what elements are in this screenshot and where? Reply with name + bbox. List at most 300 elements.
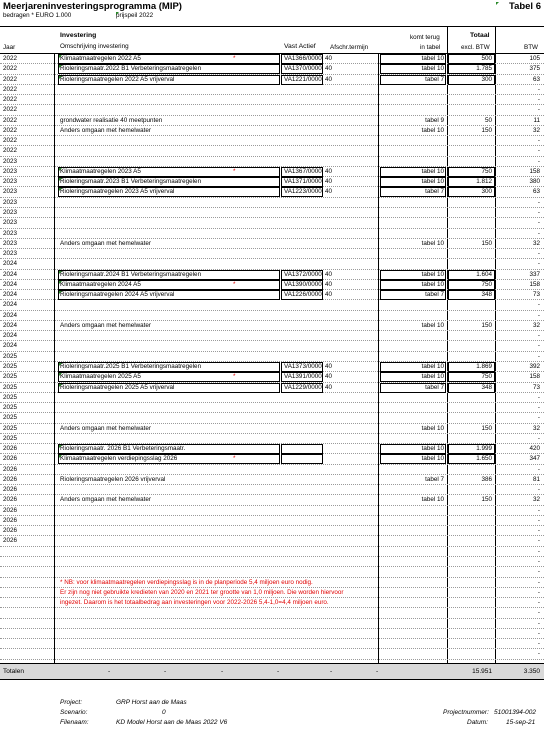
cell-border xyxy=(380,270,446,280)
table-row xyxy=(0,608,544,618)
table-row xyxy=(0,280,544,290)
footnote-asterisk: * xyxy=(233,455,236,463)
tabel-ref-cell: tabel 7 xyxy=(425,475,444,483)
cell-border xyxy=(448,177,495,187)
btw-cell: 337 xyxy=(529,270,540,278)
btw-cell: - xyxy=(537,558,540,566)
tabel-ref-cell: tabel 10 xyxy=(421,178,444,186)
table-row xyxy=(0,290,544,300)
cell-border xyxy=(281,280,323,290)
table-row xyxy=(0,567,544,577)
year-cell: 2026 xyxy=(3,537,18,545)
btw-cell: 347 xyxy=(529,455,540,463)
cell-border xyxy=(448,167,495,177)
tabel-ref-cell: tabel 7 xyxy=(425,75,444,83)
btw-cell: - xyxy=(537,516,540,524)
comment-marker-icon xyxy=(116,12,119,15)
table-row xyxy=(0,239,544,249)
description-cell: grondwater realisatie 40 meetpunten xyxy=(60,116,163,124)
tabel-ref-cell: tabel 10 xyxy=(421,362,444,370)
cell-border xyxy=(58,64,280,74)
btw-cell: - xyxy=(537,404,540,412)
footer-projnr-label: Projectnummer: xyxy=(443,709,489,716)
btw-cell: - xyxy=(537,219,540,227)
amount-cell: 348 xyxy=(481,383,492,391)
amount-cell: 1.812 xyxy=(476,178,492,186)
btw-cell: 420 xyxy=(529,445,540,453)
amount-cell: 1.785 xyxy=(476,65,492,73)
term-cell: 40 xyxy=(325,270,333,278)
tabel-ref-cell: tabel 10 xyxy=(421,373,444,381)
table-row xyxy=(0,454,544,464)
tabel-ref-cell: tabel 10 xyxy=(421,55,444,62)
table-row xyxy=(0,588,544,598)
table-header xyxy=(0,27,544,54)
amount-cell: 386 xyxy=(481,475,492,483)
btw-cell: - xyxy=(537,208,540,216)
year-cell: 2024 xyxy=(3,291,18,299)
year-cell: 2025 xyxy=(3,393,18,401)
term-cell: 40 xyxy=(325,383,333,391)
btw-cell: - xyxy=(537,198,540,206)
footer-file-label: Filenaam: xyxy=(60,719,89,726)
year-cell: 2026 xyxy=(3,506,18,514)
btw-cell: - xyxy=(537,342,540,350)
description-cell: ingezet. Daarom is het totaalbedrag aan investeringen voor 2022-2026 5,4-1,0=4,4 miljoen euro. xyxy=(60,599,329,607)
table-row xyxy=(0,557,544,567)
header-group-investering: Investering xyxy=(60,32,97,39)
price-level: prijspeil 2022 xyxy=(116,12,154,19)
tabel-ref-cell: tabel 9 xyxy=(425,116,444,124)
table-row xyxy=(0,362,544,372)
btw-cell: - xyxy=(537,465,540,473)
table-row xyxy=(0,105,544,115)
footnote-asterisk: * xyxy=(233,167,236,175)
header-btw: BTW xyxy=(524,44,538,51)
totals-amount: 15.951 xyxy=(472,668,492,675)
cell-border xyxy=(58,372,280,382)
asset-ref-cell: VA1391/0000 xyxy=(284,373,322,381)
year-cell: 2022 xyxy=(3,106,18,114)
table-row xyxy=(0,126,544,136)
asset-ref-cell: VA1226/0000 xyxy=(284,291,322,299)
year-cell: 2022 xyxy=(3,96,18,104)
footer-scenario-value: 0 xyxy=(162,709,166,716)
year-cell: 2026 xyxy=(3,516,18,524)
term-cell: 40 xyxy=(325,167,333,175)
comment-marker-icon xyxy=(59,65,62,68)
description-cell: Er zijn nog niet gebruikte kredieten van 2020 en 2021 ter grootte van 1,0 miljoen. Die worden hiervoor xyxy=(60,588,344,596)
btw-cell: 73 xyxy=(532,291,540,299)
tabel-ref-cell: tabel 10 xyxy=(421,321,444,329)
header-year: Jaar xyxy=(3,44,16,51)
year-cell: 2025 xyxy=(3,404,18,412)
table-row xyxy=(0,506,544,516)
cell-border xyxy=(448,383,495,393)
btw-cell: 392 xyxy=(529,362,540,370)
cell-border xyxy=(380,75,446,85)
investment-table xyxy=(0,26,544,680)
tabel-ref-cell: tabel 10 xyxy=(421,239,444,247)
year-cell: 2025 xyxy=(3,424,18,432)
btw-cell: - xyxy=(537,301,540,309)
tabel-ref-cell: tabel 10 xyxy=(421,496,444,504)
table-row xyxy=(0,229,544,239)
cell-border xyxy=(281,54,323,64)
totals-dash: - xyxy=(164,668,167,675)
header-description: Omschrijving investering xyxy=(60,43,129,50)
tabel-ref-cell: tabel 7 xyxy=(425,188,444,196)
btw-cell: - xyxy=(537,260,540,268)
description-cell: Anders omgaan met hemelwater xyxy=(60,496,152,504)
year-cell: 2026 xyxy=(3,486,18,494)
cell-border xyxy=(58,54,280,64)
tabel-ref-cell: tabel 7 xyxy=(425,383,444,391)
cell-border xyxy=(58,454,280,464)
year-cell: 2025 xyxy=(3,352,18,360)
btw-cell: 158 xyxy=(529,280,540,288)
year-cell: 2023 xyxy=(3,229,18,237)
description-cell: Anders omgaan met hemelwater xyxy=(60,424,152,432)
year-cell: 2024 xyxy=(3,301,18,309)
table-row xyxy=(0,157,544,167)
footnote-asterisk: * xyxy=(233,280,236,288)
cell-border xyxy=(281,372,323,382)
footer-date-label: Datum: xyxy=(467,719,488,726)
amount-cell: 1.650 xyxy=(476,455,492,463)
table-row xyxy=(0,475,544,485)
table-label: Tabel 6 xyxy=(508,1,541,12)
cell-border xyxy=(380,187,446,197)
amount-cell: 1.604 xyxy=(476,270,492,278)
table-row xyxy=(0,413,544,423)
year-cell: 2022 xyxy=(3,85,18,93)
btw-cell: - xyxy=(537,578,540,586)
cell-border xyxy=(380,372,446,382)
term-cell: 40 xyxy=(325,362,333,370)
btw-cell: 32 xyxy=(532,321,540,329)
description-cell: Anders omgaan met hemelwater xyxy=(60,126,152,134)
year-cell: 2023 xyxy=(3,167,18,175)
cell-border xyxy=(281,177,323,187)
year-cell: 2023 xyxy=(3,188,18,196)
tabel-ref-cell: tabel 10 xyxy=(421,445,444,453)
tabel-ref-cell: tabel 10 xyxy=(421,65,444,73)
cell-border xyxy=(380,444,446,454)
table-row xyxy=(0,259,544,269)
table-row xyxy=(0,208,544,218)
cell-border xyxy=(448,75,495,85)
table-row xyxy=(0,434,544,444)
tabel-ref-cell: tabel 10 xyxy=(421,167,444,175)
year-cell: 2022 xyxy=(3,116,18,124)
table-row xyxy=(0,372,544,382)
footer-date-value: 15-sep-21 xyxy=(506,719,536,726)
description-cell: Klimaatmaatregelen 2024 A5 xyxy=(60,280,141,288)
cell-border xyxy=(380,280,446,290)
btw-cell: - xyxy=(537,250,540,258)
comment-marker-icon xyxy=(59,363,62,366)
year-cell: 2023 xyxy=(3,250,18,258)
tabel-ref-cell: tabel 10 xyxy=(421,270,444,278)
term-cell: 40 xyxy=(325,55,333,62)
cell-border xyxy=(380,383,446,393)
cell-border xyxy=(58,270,280,280)
comment-marker-icon xyxy=(59,188,62,191)
cell-border xyxy=(281,167,323,177)
cell-border xyxy=(448,54,495,64)
cell-border xyxy=(380,64,446,74)
table-row xyxy=(0,75,544,85)
totals-dash: - xyxy=(376,668,379,675)
amount-cell: 500 xyxy=(481,55,492,62)
table-row xyxy=(0,95,544,105)
btw-cell: - xyxy=(537,106,540,114)
year-cell: 2026 xyxy=(3,445,18,453)
description-cell: Rioleringsmaatregelen 2026 vrijverval xyxy=(60,475,166,483)
table-row xyxy=(0,619,544,629)
cell-border xyxy=(448,64,495,74)
cell-border xyxy=(448,290,495,300)
table-row xyxy=(0,598,544,608)
table-row xyxy=(0,331,544,341)
footer-project-label: Project: xyxy=(60,699,83,706)
btw-cell: - xyxy=(537,137,540,145)
year-cell: 2022 xyxy=(3,65,18,73)
table-row xyxy=(0,495,544,505)
table-row xyxy=(0,383,544,393)
table-row xyxy=(0,352,544,362)
year-cell: 2025 xyxy=(3,362,18,370)
cell-border xyxy=(380,54,446,64)
term-cell: 40 xyxy=(325,280,333,288)
table-row xyxy=(0,116,544,126)
cell-border xyxy=(448,454,495,464)
amount-cell: 750 xyxy=(481,373,492,381)
year-cell: 2026 xyxy=(3,475,18,483)
footer-scenario-label: Scenario: xyxy=(60,709,88,716)
asset-ref-cell: VA1370/0000 xyxy=(284,65,322,73)
description-cell: Klimaatmaatregelen 2022 A5 xyxy=(60,55,141,62)
year-cell: 2024 xyxy=(3,270,18,278)
amount-cell: 750 xyxy=(481,167,492,175)
year-cell: 2025 xyxy=(3,373,18,381)
cell-border xyxy=(58,167,280,177)
cell-border xyxy=(281,383,323,393)
description-cell: Anders omgaan met hemelwater xyxy=(60,321,152,329)
amount-cell: 150 xyxy=(481,496,492,504)
year-cell: 2024 xyxy=(3,311,18,319)
header-total-group: Totaal xyxy=(470,32,490,39)
cell-border xyxy=(448,270,495,280)
header-returns-line1: komt terug xyxy=(410,34,440,41)
description-cell: Rioleringsmaatr.2024 B1 Verbeteringsmaatregelen xyxy=(60,270,202,278)
table-row xyxy=(0,311,544,321)
btw-cell: - xyxy=(537,629,540,637)
cell-border xyxy=(380,290,446,300)
btw-cell: - xyxy=(537,486,540,494)
btw-cell: 81 xyxy=(532,475,540,483)
amount-cell: 150 xyxy=(481,239,492,247)
year-cell: 2025 xyxy=(3,383,18,391)
description-cell: Rioleringsmaatr. 2026 B1 Verbeteringsmaatr. xyxy=(60,445,186,453)
tabel-ref-cell: tabel 10 xyxy=(421,424,444,432)
btw-cell: 32 xyxy=(532,126,540,134)
table-row xyxy=(0,187,544,197)
year-cell: 2022 xyxy=(3,147,18,155)
year-cell: 2023 xyxy=(3,178,18,186)
totals-dash: - xyxy=(330,668,333,675)
cell-border xyxy=(380,362,446,372)
asset-ref-cell: VA1371/0000 xyxy=(284,178,322,186)
description-cell: Anders omgaan met hemelwater xyxy=(60,239,152,247)
table-row xyxy=(0,465,544,475)
year-cell: 2023 xyxy=(3,239,18,247)
header-asset: Vast Actief xyxy=(284,43,316,50)
totals-row xyxy=(0,663,544,680)
cell-border xyxy=(58,290,280,300)
totals-dash: - xyxy=(277,668,280,675)
btw-cell: - xyxy=(537,229,540,237)
year-cell: 2026 xyxy=(3,465,18,473)
cell-border xyxy=(58,362,280,372)
cell-border xyxy=(380,177,446,187)
table-row xyxy=(0,198,544,208)
description-cell: * NB: voor klimaatmaatregelen verdiepingsslag is in de planperiode 5,4 miljoen euro nodig. xyxy=(60,578,313,586)
btw-cell: - xyxy=(537,434,540,442)
term-cell: 40 xyxy=(325,291,333,299)
btw-cell: - xyxy=(537,640,540,648)
year-cell: 2024 xyxy=(3,280,18,288)
footnote-asterisk: * xyxy=(233,55,236,62)
btw-cell: 63 xyxy=(532,188,540,196)
cell-border xyxy=(58,187,280,197)
term-cell: 40 xyxy=(325,75,333,83)
year-cell: 2023 xyxy=(3,157,18,165)
btw-cell: - xyxy=(537,527,540,535)
table-row xyxy=(0,547,544,557)
totals-dash: - xyxy=(221,668,224,675)
description-cell: Rioleringsmaatregelen 2023 A5 vrijverval xyxy=(60,188,175,196)
table-row xyxy=(0,270,544,280)
btw-cell: - xyxy=(537,96,540,104)
tabel-ref-cell: tabel 10 xyxy=(421,455,444,463)
asset-ref-cell: VA1367/0000 xyxy=(284,167,322,175)
comment-marker-icon xyxy=(59,384,62,387)
asset-ref-cell: VA1229/0000 xyxy=(284,383,322,391)
cell-border xyxy=(281,290,323,300)
amount-cell: 150 xyxy=(481,424,492,432)
year-cell: 2024 xyxy=(3,260,18,268)
btw-cell: 380 xyxy=(529,178,540,186)
table-row xyxy=(0,54,544,64)
btw-cell: - xyxy=(537,650,540,658)
btw-cell: - xyxy=(537,414,540,422)
amount-cell: 348 xyxy=(481,291,492,299)
description-cell: Rioleringsmaatregelen 2024 A5 vrijverval xyxy=(60,291,175,299)
cell-border xyxy=(281,187,323,197)
table-row xyxy=(0,526,544,536)
amount-cell: 750 xyxy=(481,280,492,288)
asset-ref-cell: VA1366/0000 xyxy=(284,55,322,62)
term-cell: 40 xyxy=(325,178,333,186)
term-cell: 40 xyxy=(325,65,333,73)
comment-marker-icon xyxy=(59,281,62,284)
table-row xyxy=(0,578,544,588)
year-cell: 2022 xyxy=(3,55,18,62)
year-cell: 2023 xyxy=(3,198,18,206)
comment-marker-icon xyxy=(59,455,62,458)
table-row xyxy=(0,321,544,331)
btw-cell: 73 xyxy=(532,383,540,391)
btw-cell: - xyxy=(537,147,540,155)
table-row xyxy=(0,85,544,95)
comment-marker-icon xyxy=(59,291,62,294)
cell-border xyxy=(281,64,323,74)
year-cell: 2026 xyxy=(3,496,18,504)
year-cell: 2024 xyxy=(3,342,18,350)
year-cell: 2025 xyxy=(3,434,18,442)
year-cell: 2023 xyxy=(3,208,18,216)
totals-label: Totalen xyxy=(3,668,24,675)
cell-border xyxy=(281,75,323,85)
asset-ref-cell: VA1372/0000 xyxy=(284,270,322,278)
page-title: Meerjareninvesteringsprogramma (MIP) xyxy=(3,1,182,12)
btw-cell: 11 xyxy=(533,116,540,124)
table-row xyxy=(0,218,544,228)
table-row xyxy=(0,649,544,659)
table-row xyxy=(0,177,544,187)
year-cell: 2022 xyxy=(3,75,18,83)
comment-marker-icon xyxy=(59,168,62,171)
btw-cell: - xyxy=(537,599,540,607)
header-returns-line2: in tabel xyxy=(420,44,441,51)
description-cell: Rioleringsmaatr.2025 B1 Verbeteringsmaatregelen xyxy=(60,362,202,370)
table-row xyxy=(0,485,544,495)
asset-ref-cell: VA1223/0000 xyxy=(284,188,322,196)
table-row xyxy=(0,536,544,546)
btw-cell: 32 xyxy=(532,424,540,432)
amount-cell: 1.999 xyxy=(476,445,492,453)
description-cell: Rioleringsmaatregelen 2022 A5 vrijverval xyxy=(60,75,175,83)
btw-cell: - xyxy=(537,506,540,514)
btw-cell: 105 xyxy=(529,55,540,62)
btw-cell: - xyxy=(537,619,540,627)
amount-cell: 50 xyxy=(484,116,492,124)
year-cell: 2026 xyxy=(3,455,18,463)
year-cell: 2022 xyxy=(3,137,18,145)
comment-marker-icon xyxy=(59,55,62,58)
comment-marker-icon xyxy=(59,178,62,181)
cell-border xyxy=(58,177,280,187)
table-row xyxy=(0,629,544,639)
footer-project-value: GRP Horst aan de Maas xyxy=(116,699,187,706)
footnote-asterisk: * xyxy=(233,373,236,381)
footer-projnr-value: 51001394-002 xyxy=(494,709,536,716)
document-footer xyxy=(0,696,544,731)
cell-border xyxy=(380,454,446,464)
cell-border xyxy=(281,454,323,464)
cell-border xyxy=(448,362,495,372)
amount-cell: 150 xyxy=(481,126,492,134)
cell-border xyxy=(448,372,495,382)
comment-marker-icon xyxy=(59,76,62,79)
amount-cell: 1.869 xyxy=(476,362,492,370)
totals-btw: 3.350 xyxy=(523,668,540,675)
description-cell: Rioleringsmaatr.2023 B1 Verbeteringsmaatregelen xyxy=(60,178,202,186)
comment-marker-icon xyxy=(59,445,62,448)
term-cell: 40 xyxy=(325,373,333,381)
